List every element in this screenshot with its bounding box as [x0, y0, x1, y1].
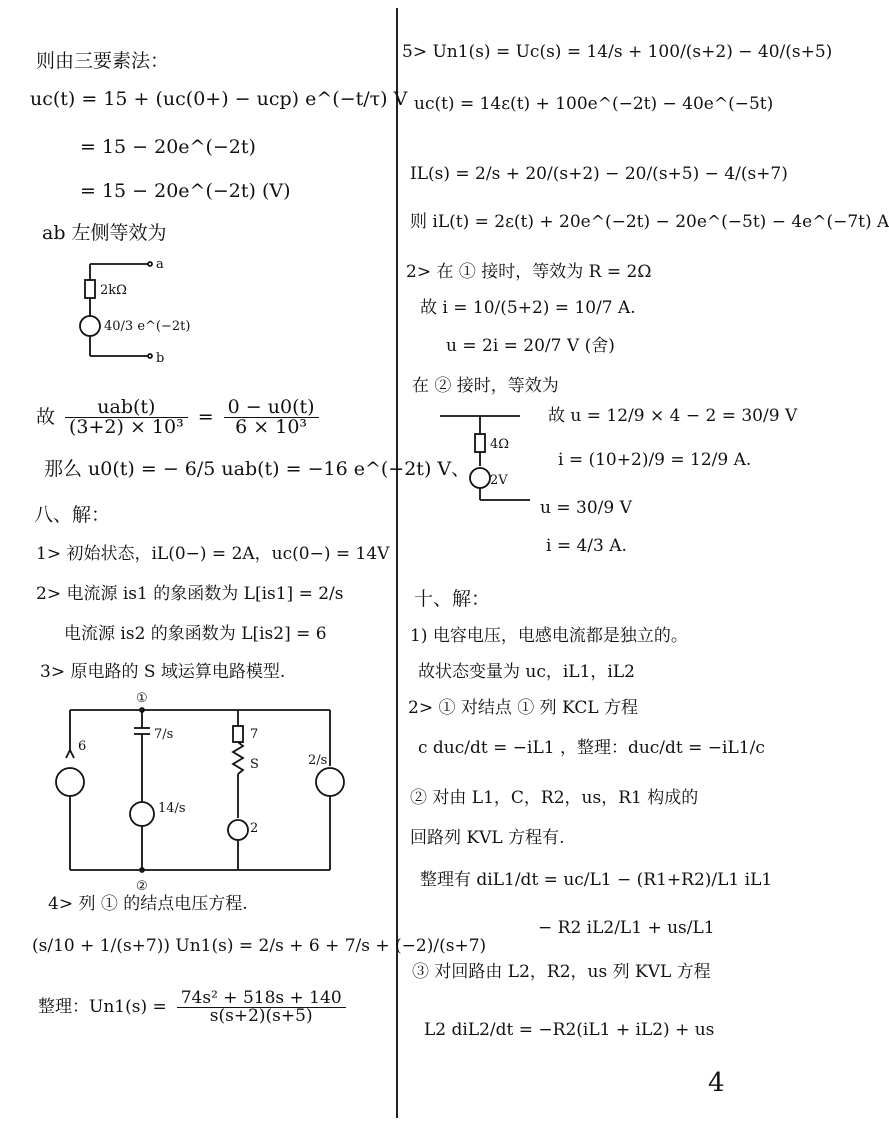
equation-line: 故 u = 12/9 × 4 − 2 = 30/9 V — [548, 406, 798, 426]
voltage-source-label: 14/s — [158, 801, 186, 816]
numerator: 74s² + 518s + 140 — [177, 990, 346, 1008]
section-heading: 八、解： — [34, 504, 111, 526]
equation-line: i = (10+2)/9 = 12/9 A. — [558, 450, 752, 470]
terminal-a-label: a — [156, 257, 164, 272]
text-line: 1> 初始状态，iL(0−) = 2A，uc(0−) = 14V — [36, 544, 390, 564]
source-label: 40/3 e^(−2t) — [104, 319, 191, 334]
equation-line: IL(s) = 2/s + 20/(s+2) − 20/(s+5) − 4/(s+7) — [410, 164, 788, 184]
text-line: 2> 电流源 is1 的象函数为 L[is1] = 2/s — [36, 584, 344, 604]
equation-line: (s/10 + 1/(s+7)) Un1(s) = 2/s + 6 + 7/s + (−2)/(s+7) — [32, 936, 487, 956]
equation-line: = 15 − 20e^(−2t) (V) — [80, 180, 291, 202]
equation-line: u = 30/9 V — [540, 498, 632, 518]
equation-line: 整理有 diL1/dt = uc/L1 − (R1+R2)/L1 iL1 — [420, 870, 773, 890]
equation-line: uc(t) = 14ε(t) + 100e^(−2t) − 40e^(−5t) — [414, 94, 774, 114]
right-column — [400, 0, 889, 1122]
text-line: 3> 原电路的 S 域运算电路模型. — [40, 662, 286, 682]
current-source-label: 2/s — [308, 753, 328, 768]
numerator: uab(t) — [65, 398, 188, 418]
equation-line: = 15 − 20e^(−2t) — [80, 136, 256, 158]
text-line: 2> 在 ① 接时，等效为 R = 2Ω — [406, 262, 652, 282]
text-line: ab 左侧等效为 — [42, 222, 167, 244]
text-label: 整理：Un1(s) = — [38, 997, 167, 1017]
equation-line: u = 2i = 20/7 V (舍) — [446, 336, 615, 356]
terminal-b-label: b — [156, 351, 165, 366]
text-gu: 故 — [36, 406, 56, 428]
text-line: 在 ② 接时，等效为 — [412, 376, 559, 396]
denominator: s(s+2)(s+5) — [209, 1006, 313, 1026]
equation-line: uc(t) = 15 + (uc(0+) − ucp) e^(−t/τ) V — [30, 88, 408, 110]
equation-line: i = 4/3 A. — [546, 536, 627, 556]
text-line: 则由三要素法： — [36, 50, 170, 72]
denominator: 6 × 10³ — [235, 416, 308, 438]
equation-un1 — [38, 990, 346, 1025]
equation-line: − R2 iL2/L1 + us/L1 — [538, 918, 715, 938]
equation-line: 那么 u0(t) = − 6/5 uab(t) = −16 e^(−2t) V、 — [44, 458, 471, 480]
text-line: 回路列 KVL 方程有. — [410, 828, 565, 848]
text-line: ③ 对回路由 L2，R2，us 列 KVL 方程 — [412, 962, 711, 982]
equation-line: L2 diL2/dt = −R2(iL1 + iL2) + us — [424, 1020, 715, 1040]
voltage-source-label: 2 — [250, 821, 259, 836]
text-line: 故状态变量为 uc，iL1，iL2 — [418, 662, 635, 682]
text-line: 1) 电容电压，电感电流都是独立的。 — [410, 626, 688, 646]
equals: = — [197, 406, 214, 428]
current-source-label: 6 — [78, 739, 87, 754]
text-line: 电流源 is2 的象函数为 L[is2] = 6 — [64, 624, 327, 644]
text-line: ② 对由 L1，C，R2，us，R1 构成的 — [410, 788, 699, 808]
source-label: 2V — [490, 473, 508, 488]
node-2-label: ② — [136, 879, 148, 894]
equation-ratio — [36, 398, 319, 437]
thevenin-circuit-2 — [430, 404, 540, 514]
capacitor-label: 7/s — [154, 727, 174, 742]
equation-line: 故 i = 10/(5+2) = 10/7 A. — [420, 298, 636, 318]
inductor-label: S — [250, 757, 259, 772]
equation-line: 则 iL(t) = 2ε(t) + 20e^(−2t) − 20e^(−5t) − 4e^(−7t) A — [410, 212, 889, 232]
thevenin-circuit-1 — [70, 252, 190, 370]
denominator: (3+2) × 10³ — [69, 416, 184, 438]
equation-line: 5> Un1(s) = Uc(s) = 14/s + 100/(s+2) − 40/(s+5) — [402, 42, 833, 62]
resistor-label: 7 — [250, 727, 259, 742]
equation-line: c duc/dt = −iL1 ，整理：duc/dt = −iL1/c — [418, 738, 765, 758]
node-1-label: ① — [136, 691, 148, 706]
resistor-label: 2kΩ — [100, 283, 127, 298]
page-number: 4 — [708, 1068, 725, 1098]
s-domain-circuit — [50, 690, 350, 894]
resistor-label: 4Ω — [490, 437, 510, 452]
section-heading: 十、解： — [414, 588, 491, 610]
numerator: 0 − u0(t) — [224, 398, 319, 418]
text-line: 2> ① 对结点 ① 列 KCL 方程 — [408, 698, 639, 718]
text-line: 4> 列 ① 的结点电压方程. — [48, 894, 248, 914]
